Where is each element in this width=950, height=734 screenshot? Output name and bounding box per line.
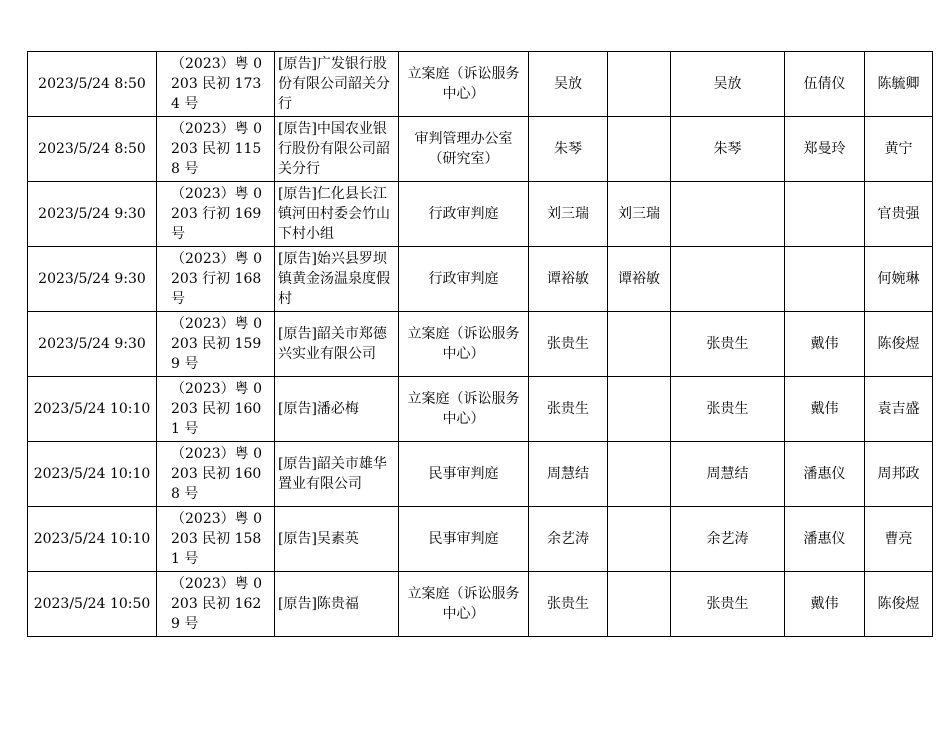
presiding-judge-cell (608, 442, 671, 507)
hearing-schedule-table (27, 51, 933, 637)
recorder-cell: 曹亮 (865, 507, 933, 572)
judge-cell: 周慧结 (529, 442, 608, 507)
judge-cell: 余艺涛 (529, 507, 608, 572)
recorder-cell: 陈俊煜 (865, 572, 933, 637)
case-number-cell: （2023）粤 0203 民初 1581 号 (157, 507, 275, 572)
schedule-body (28, 52, 933, 637)
panel-member-cell: 余艺涛 (671, 507, 785, 572)
clerk-cell: 郑曼玲 (785, 117, 865, 182)
hearing-time-cell: 2023/5/24 9:30 (28, 247, 157, 312)
judge-cell: 谭裕敏 (529, 247, 608, 312)
presiding-judge-cell (608, 52, 671, 117)
recorder-cell: 何婉琳 (865, 247, 933, 312)
case-number-cell: （2023）粤 0203 民初 1629 号 (157, 572, 275, 637)
table-row (28, 312, 933, 377)
court-division-cell: 立案庭（诉讼服务中心） (399, 52, 529, 117)
case-number-cell: （2023）粤 0203 行初 168 号 (157, 247, 275, 312)
case-number-cell: （2023）粤 0203 民初 1734 号 (157, 52, 275, 117)
panel-member-cell (671, 247, 785, 312)
case-number-cell: （2023）粤 0203 民初 1599 号 (157, 312, 275, 377)
panel-member-cell (671, 182, 785, 247)
presiding-judge-cell (608, 572, 671, 637)
table-row (28, 507, 933, 572)
party-cell: [原告]吴素英 (275, 507, 399, 572)
hearing-time-cell: 2023/5/24 9:30 (28, 312, 157, 377)
party-cell: [原告]广发银行股份有限公司韶关分行 (275, 52, 399, 117)
case-number-cell: （2023）粤 0203 民初 1608 号 (157, 442, 275, 507)
case-number-cell: （2023）粤 0203 民初 1158 号 (157, 117, 275, 182)
judge-cell: 刘三瑞 (529, 182, 608, 247)
table-row (28, 377, 933, 442)
recorder-cell: 官贵强 (865, 182, 933, 247)
case-number-cell: （2023）粤 0203 行初 169 号 (157, 182, 275, 247)
party-cell: [原告]韶关市郑德兴实业有限公司 (275, 312, 399, 377)
panel-member-cell: 周慧结 (671, 442, 785, 507)
judge-cell: 吴放 (529, 52, 608, 117)
clerk-cell: 戴伟 (785, 312, 865, 377)
panel-member-cell: 吴放 (671, 52, 785, 117)
hearing-time-cell: 2023/5/24 10:10 (28, 442, 157, 507)
recorder-cell: 周邦政 (865, 442, 933, 507)
panel-member-cell: 朱琴 (671, 117, 785, 182)
judge-cell: 张贵生 (529, 572, 608, 637)
court-division-cell: 民事审判庭 (399, 442, 529, 507)
panel-member-cell: 张贵生 (671, 377, 785, 442)
clerk-cell (785, 247, 865, 312)
hearing-time-cell: 2023/5/24 8:50 (28, 52, 157, 117)
party-cell: [原告]仁化县长江镇河田村委会竹山下村小组 (275, 182, 399, 247)
party-cell: [原告]中国农业银行股份有限公司韶关分行 (275, 117, 399, 182)
judge-cell: 朱琴 (529, 117, 608, 182)
hearing-time-cell: 2023/5/24 10:10 (28, 507, 157, 572)
presiding-judge-cell (608, 117, 671, 182)
clerk-cell: 潘惠仪 (785, 442, 865, 507)
court-division-cell: 立案庭（诉讼服务中心） (399, 377, 529, 442)
recorder-cell: 陈俊煜 (865, 312, 933, 377)
presiding-judge-cell: 谭裕敏 (608, 247, 671, 312)
table-row (28, 52, 933, 117)
judge-cell: 张贵生 (529, 377, 608, 442)
recorder-cell: 袁吉盛 (865, 377, 933, 442)
clerk-cell (785, 182, 865, 247)
clerk-cell: 戴伟 (785, 377, 865, 442)
clerk-cell: 潘惠仪 (785, 507, 865, 572)
party-cell: [原告]韶关市雄华置业有限公司 (275, 442, 399, 507)
court-division-cell: 审判管理办公室（研究室） (399, 117, 529, 182)
clerk-cell: 伍倩仪 (785, 52, 865, 117)
case-number-cell: （2023）粤 0203 民初 1601 号 (157, 377, 275, 442)
hearing-time-cell: 2023/5/24 9:30 (28, 182, 157, 247)
court-division-cell: 行政审判庭 (399, 182, 529, 247)
table-row (28, 442, 933, 507)
hearing-time-cell: 2023/5/24 8:50 (28, 117, 157, 182)
clerk-cell: 戴伟 (785, 572, 865, 637)
table-row (28, 572, 933, 637)
party-cell: [原告]潘必梅 (275, 377, 399, 442)
hearing-time-cell: 2023/5/24 10:10 (28, 377, 157, 442)
court-division-cell: 行政审判庭 (399, 247, 529, 312)
presiding-judge-cell: 刘三瑞 (608, 182, 671, 247)
party-cell: [原告]始兴县罗坝镇黄金汤温泉度假村 (275, 247, 399, 312)
table-row (28, 182, 933, 247)
table-row (28, 247, 933, 312)
table-row (28, 117, 933, 182)
recorder-cell: 黄宁 (865, 117, 933, 182)
hearing-time-cell: 2023/5/24 10:50 (28, 572, 157, 637)
panel-member-cell: 张贵生 (671, 572, 785, 637)
court-division-cell: 立案庭（诉讼服务中心） (399, 312, 529, 377)
panel-member-cell: 张贵生 (671, 312, 785, 377)
presiding-judge-cell (608, 507, 671, 572)
recorder-cell: 陈毓卿 (865, 52, 933, 117)
court-division-cell: 民事审判庭 (399, 507, 529, 572)
presiding-judge-cell (608, 312, 671, 377)
court-division-cell: 立案庭（诉讼服务中心） (399, 572, 529, 637)
judge-cell: 张贵生 (529, 312, 608, 377)
party-cell: [原告]陈贵福 (275, 572, 399, 637)
presiding-judge-cell (608, 377, 671, 442)
